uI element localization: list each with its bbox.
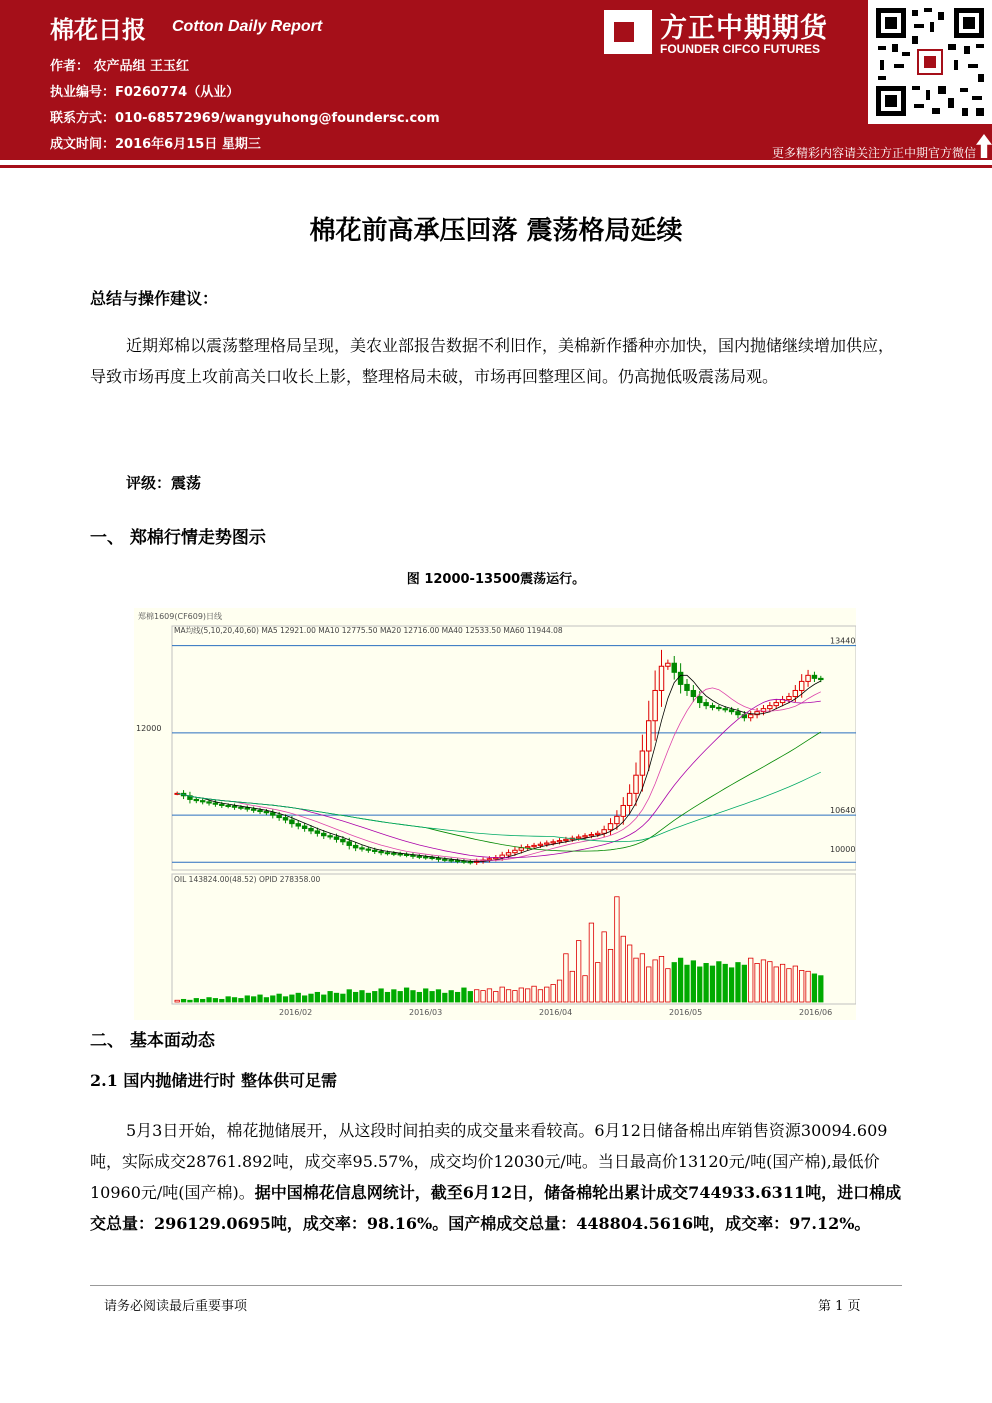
volume-bar — [780, 964, 784, 1002]
report-title-cn: 棉花日报 — [50, 16, 146, 44]
volume-bar — [373, 991, 377, 1002]
volume-bar — [398, 991, 402, 1002]
volume-bar — [245, 996, 249, 1002]
candle — [322, 833, 326, 835]
candle — [251, 809, 255, 810]
volume-bar — [239, 998, 243, 1002]
candle — [608, 824, 612, 830]
candle — [436, 858, 440, 859]
volume-bar — [748, 958, 752, 1002]
qr-code-icon — [868, 0, 992, 124]
candle — [685, 684, 689, 690]
volume-bar — [213, 998, 217, 1002]
volume-bar — [462, 988, 466, 1002]
candle — [748, 715, 752, 718]
volume-bar — [379, 989, 383, 1002]
candle — [302, 826, 306, 828]
candle — [347, 842, 351, 846]
volume-bar — [653, 960, 657, 1002]
candle — [736, 712, 740, 715]
volume-bar — [392, 990, 396, 1002]
volume-bar — [175, 1000, 179, 1002]
candle — [698, 697, 702, 703]
candle — [799, 681, 803, 690]
candle — [513, 850, 517, 852]
x-tick-label: 2016/06 — [799, 1008, 833, 1017]
volume-bar — [723, 964, 727, 1002]
candle — [615, 816, 619, 823]
volume-bar — [602, 932, 606, 1002]
follow-wechat-text: 更多精彩内容请关注方正中期官方微信 — [771, 146, 976, 160]
candle — [653, 690, 657, 720]
chart-background — [134, 608, 856, 1020]
candle — [404, 855, 408, 856]
volume-bar — [430, 991, 434, 1002]
candle — [360, 848, 364, 849]
candle — [576, 837, 580, 838]
volume-bar — [736, 963, 740, 1002]
volume-bar — [787, 969, 791, 1002]
volume-bar — [283, 997, 287, 1002]
volume-bar — [621, 936, 625, 1002]
candle — [271, 813, 275, 815]
candle — [551, 842, 555, 843]
volume-bar — [271, 996, 275, 1002]
contact-line: 联系方式：010-68572969/wangyuhong@foundersc.com — [50, 111, 440, 126]
volume-bar — [717, 962, 721, 1002]
candle — [545, 843, 549, 844]
candle — [213, 803, 217, 804]
volume-bar — [768, 962, 772, 1002]
volume-bar — [793, 966, 797, 1002]
volume-bar — [589, 923, 593, 1002]
candle — [283, 818, 287, 820]
candle — [290, 820, 294, 824]
candle — [264, 812, 268, 813]
candle — [678, 672, 682, 684]
volume-bar — [474, 990, 478, 1002]
volume-legend: OIL 143824.00(48.52) OPID 278358.00 — [174, 875, 321, 884]
volume-bar — [251, 997, 255, 1002]
volume-bar — [634, 958, 638, 1002]
candle — [640, 751, 644, 775]
volume-bar — [799, 970, 803, 1002]
volume-bar — [729, 968, 733, 1002]
date-line: 成文时间：2016年6月15日 星期三 — [50, 137, 261, 152]
candle — [812, 675, 816, 678]
candle — [353, 845, 357, 847]
volume-bar — [296, 993, 300, 1002]
volume-bar — [519, 988, 523, 1002]
candle — [557, 841, 561, 842]
candle — [455, 861, 459, 862]
volume-bar — [742, 965, 746, 1002]
candle — [423, 857, 427, 858]
footer-disclaimer: 请务必阅读最后重要事项 — [104, 1299, 248, 1314]
candle — [277, 815, 281, 817]
candle — [258, 810, 262, 811]
x-tick-label: 2016/05 — [669, 1008, 703, 1017]
volume-bar — [328, 991, 332, 1002]
candle — [704, 703, 708, 706]
volume-bar — [532, 986, 536, 1002]
candle — [392, 853, 396, 854]
summary-heading: 总结与操作建议： — [90, 289, 219, 308]
volume-bar — [525, 989, 529, 1002]
volume-bar — [564, 954, 568, 1002]
section2-text-bold: 据中国棉花信息网统计，截至6月12日，储备棉轮出累计成交744933.6311吨，进口棉成交总量：296129.0695吨，成交率：98.16%。国产棉成交总量：448804.5616吨，成交率：97.12%。 — [90, 1183, 902, 1233]
candle — [430, 858, 434, 859]
volume-bar — [226, 997, 230, 1002]
candle — [602, 830, 606, 834]
x-tick-label: 2016/04 — [539, 1008, 573, 1017]
volume-bar — [806, 971, 810, 1002]
company-name-en: FOUNDER CIFCO FUTURES — [660, 42, 820, 56]
candle — [411, 855, 415, 856]
volume-bar — [557, 980, 561, 1002]
wechat-qr-code — [868, 0, 992, 124]
candle — [627, 793, 631, 805]
candle — [366, 849, 370, 850]
volume-bar — [404, 988, 408, 1002]
candle — [232, 806, 236, 807]
candle — [787, 697, 791, 700]
candle — [647, 721, 651, 751]
volume-bar — [659, 956, 663, 1002]
volume-bar — [264, 998, 268, 1002]
section1-heading: 一、 郑棉行情走势图示 — [90, 528, 266, 548]
volume-bar — [220, 999, 224, 1002]
volume-bar — [385, 992, 389, 1002]
volume-bar — [596, 963, 600, 1002]
candle — [328, 836, 332, 837]
candle — [200, 801, 204, 802]
volume-bar — [207, 998, 211, 1002]
chart-title: 郑棉1609(CF609)日线 — [138, 612, 223, 621]
section2-paragraph — [90, 1115, 902, 1239]
volume-bar — [436, 990, 440, 1002]
volume-bar — [506, 990, 510, 1002]
candle — [583, 836, 587, 837]
candle — [443, 859, 447, 860]
chart-legend: MA均线(5,10,20,40,60) MA5 12921.00 MA10 12775.50 MA20 12716.00 MA40 12533.50 MA60 11944.08 — [174, 626, 563, 635]
candle — [768, 706, 772, 709]
founder-logo-icon — [604, 10, 652, 54]
candle — [220, 804, 224, 805]
volume-bar — [232, 998, 236, 1002]
volume-bar — [353, 992, 357, 1002]
candle — [506, 853, 510, 855]
candle — [538, 844, 542, 845]
section2-text-normal: 5月3日开始，棉花抛储展开，从这段时间拍卖的成交量来看较高。6月12日储备棉出库销售资源30094.609吨，实际成交28761.892吨，成交率95.57%，成交均价12030元/吨。当日最高价13120元/吨(国产棉),最低价10960元/吨(国产棉)。 — [90, 1121, 888, 1202]
cotton-price-chart — [134, 608, 856, 1020]
chart-caption: 图 12000-13500震荡运行。 — [406, 572, 586, 587]
candle — [666, 663, 670, 666]
volume-bar — [443, 993, 447, 1002]
candle — [691, 690, 695, 696]
candle — [341, 839, 345, 841]
volume-bar — [513, 991, 517, 1002]
candle — [226, 805, 230, 806]
x-tick-label: 2016/02 — [279, 1008, 313, 1017]
volume-bar — [570, 971, 574, 1002]
volume-bar — [468, 991, 472, 1002]
candle — [315, 831, 319, 833]
x-tick-label: 2016/03 — [409, 1008, 443, 1017]
candle — [659, 666, 663, 690]
volume-bar — [704, 963, 708, 1002]
volume-bar — [200, 999, 204, 1002]
candle — [717, 707, 721, 708]
candle — [239, 807, 243, 808]
candle — [296, 824, 300, 826]
volume-bar — [258, 995, 262, 1002]
candle — [672, 663, 676, 672]
volume-bar — [181, 999, 185, 1002]
volume-bar — [360, 991, 364, 1002]
volume-bar — [615, 897, 619, 1002]
report-title-en: Cotton Daily Report — [172, 18, 323, 35]
candle — [729, 710, 733, 712]
author-line: 作者： 农产品组 王玉红 — [50, 59, 190, 74]
candle — [487, 859, 491, 860]
volume-bar — [277, 994, 281, 1002]
candle — [398, 854, 402, 855]
license-line: 执业编号：F0260774（从业） — [50, 85, 240, 100]
candle — [194, 799, 198, 800]
candle — [621, 805, 625, 816]
volume-bar — [685, 965, 689, 1002]
volume-bar — [315, 992, 319, 1002]
volume-bar — [672, 963, 676, 1002]
volume-bar — [423, 989, 427, 1002]
volume-bar — [188, 1000, 192, 1002]
volume-bar — [341, 994, 345, 1002]
y-tick-label: 13440 — [830, 636, 856, 646]
volume-bar — [761, 960, 765, 1002]
volume-bar — [755, 963, 759, 1002]
summary-paragraph: 近期郑棉以震荡整理格局呈现，美农业部报告数据不利旧作，美棉新作播种亦加快，国内抛储继续增加供应，导致市场再度上攻前高关口收长上影，整理格局未破，市场再回整理区间。仍高抛低吸震荡局观。 — [90, 336, 895, 386]
volume-bar — [647, 967, 651, 1002]
volume-bar — [774, 967, 778, 1002]
volume-bar — [417, 992, 421, 1002]
volume-bar — [691, 961, 695, 1002]
volume-bar — [334, 993, 338, 1002]
candle — [793, 690, 797, 696]
volume-bar — [545, 987, 549, 1002]
candle — [532, 845, 536, 846]
candle — [462, 861, 466, 862]
candle — [500, 855, 504, 857]
candle — [819, 678, 823, 679]
candle — [207, 802, 211, 803]
y-tick-label: 12000 — [136, 723, 162, 733]
candle — [334, 837, 338, 839]
volume-bar — [576, 941, 580, 1002]
y-tick-label: 10640 — [830, 806, 856, 816]
volume-bar — [449, 991, 453, 1002]
volume-bar — [481, 991, 485, 1002]
candle — [417, 856, 421, 857]
candle — [449, 860, 453, 861]
volume-bar — [710, 966, 714, 1002]
section2-heading: 二、 基本面动态 — [90, 1031, 215, 1051]
candle — [379, 851, 383, 852]
candle — [245, 808, 249, 809]
header-rule — [0, 165, 992, 168]
volume-bar — [698, 967, 702, 1002]
candle — [634, 775, 638, 793]
volume-bar — [666, 969, 670, 1002]
company-name-cn: 方正中期期货 — [660, 13, 828, 44]
volume-bar — [290, 995, 294, 1002]
candle — [564, 839, 568, 840]
candle — [519, 848, 523, 850]
footer-rule — [90, 1285, 902, 1286]
candle — [468, 862, 472, 863]
report-header — [0, 0, 992, 160]
volume-bar — [678, 958, 682, 1002]
volume-bar — [411, 991, 415, 1002]
volume-bar — [627, 945, 631, 1002]
volume-bar — [640, 954, 644, 1002]
volume-bar — [322, 995, 326, 1002]
rating-label: 评级：震荡 — [126, 474, 202, 492]
volume-bar — [500, 987, 504, 1002]
volume-bar — [538, 990, 542, 1002]
candle — [385, 853, 389, 854]
candle — [723, 709, 727, 710]
candle — [710, 706, 714, 708]
volume-bar — [347, 990, 351, 1002]
candle — [806, 675, 810, 681]
volume-bar — [366, 993, 370, 1002]
volume-bar — [194, 998, 198, 1002]
volume-bar — [455, 992, 459, 1002]
volume-bar — [309, 994, 313, 1002]
section2-subheading: 2.1 国内抛储进行时 整体供可足需 — [90, 1071, 337, 1090]
volume-bar — [583, 976, 587, 1002]
candle — [309, 828, 313, 830]
volume-bar — [494, 991, 498, 1002]
candle — [589, 835, 593, 836]
page-title: 棉花前高承压回落 震荡格局延续 — [309, 216, 683, 246]
y-tick-label: 10000 — [830, 844, 856, 854]
volume-bar — [302, 996, 306, 1002]
candle — [596, 833, 600, 834]
candle — [774, 703, 778, 706]
volume-bar — [812, 974, 816, 1002]
up-arrow-icon — [976, 134, 992, 158]
volume-bar — [551, 984, 555, 1002]
page-number: 第 1 页 — [818, 1299, 861, 1314]
candle — [525, 847, 529, 848]
volume-bar — [819, 976, 823, 1002]
volume-bar — [608, 949, 612, 1002]
volume-bar — [487, 989, 491, 1002]
candle — [373, 850, 377, 851]
